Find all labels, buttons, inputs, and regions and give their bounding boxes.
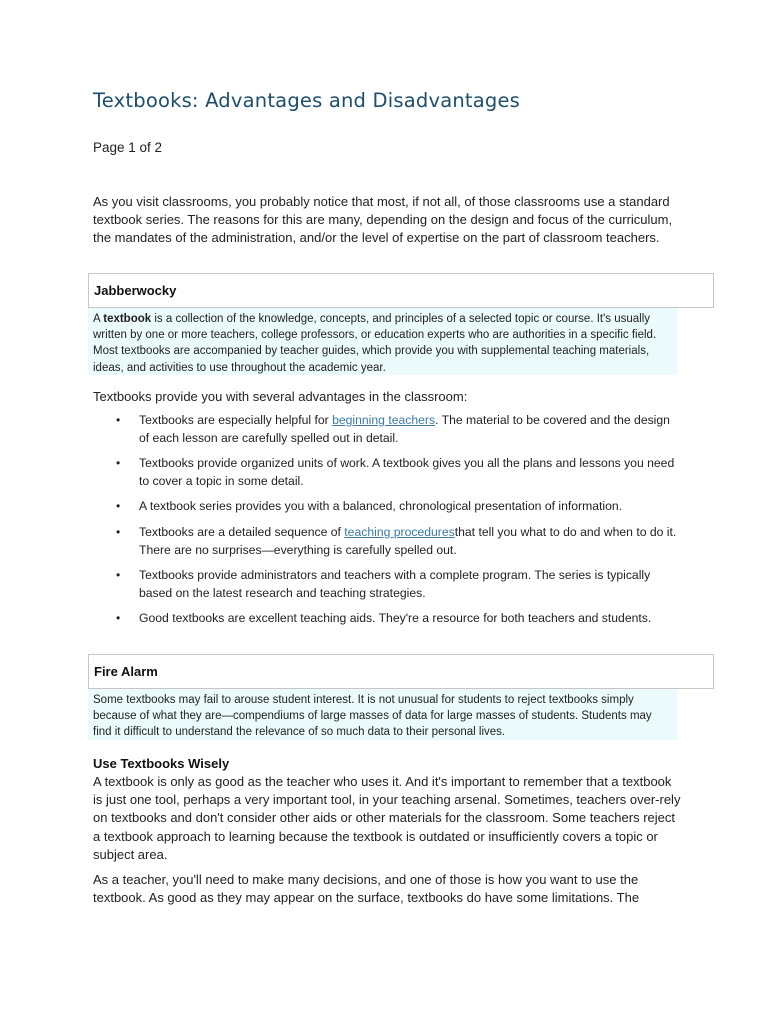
box-body-definition: is a collection of the knowledge, concepts, and principles of a selected topic or course. It's usually written by one or more teachers, college professors, or education experts who are authorities in a specific field. Most textbooks are accompanied by teacher guides, which provide you with supplemental teaching materials, ideas, and activities to use throughout the academic year. <box>93 313 657 374</box>
list-item-text: Good textbooks are excellent teaching aids. They're a resource for both teachers and students. <box>139 611 652 626</box>
list-item <box>93 610 679 628</box>
sidebar-box-header-jabberwocky <box>88 273 714 308</box>
sidebar-box-body-jabberwocky <box>88 308 677 375</box>
list-item <box>93 412 679 447</box>
section-heading: Use Textbooks Wisely <box>93 756 230 771</box>
list-item-text: Textbooks provide organized units of work. A textbook gives you all the plans and lessons you need to cover a topic in some detail. <box>139 456 675 488</box>
section-paragraph-1: A textbook is only as good as the teacher who uses it. And it's important to remember that a textbook is just one tool, perhaps a very important tool, in your teaching arsenal. Sometimes, teachers over-rely on textbooks and don't consider other aids or other materials for the classroom. Some teachers reject a textbook approach to learning because the textbook is outdated or insufficiently covers a topic or subject area. <box>93 774 681 862</box>
bullet-icon: • <box>116 413 121 427</box>
box-header-label: Fire Alarm <box>94 664 158 679</box>
list-item <box>93 524 679 559</box>
list-item <box>93 567 679 602</box>
bullet-icon: • <box>116 611 121 626</box>
link-teaching-procedures[interactable]: teaching procedures <box>344 524 455 539</box>
list-item <box>93 455 679 490</box>
page-indicator: Page 1 of 2 <box>93 140 163 155</box>
page-title: Textbooks: Advantages and Disadvantages <box>93 89 521 112</box>
section-paragraph-2: As a teacher, you'll need to make many decisions, and one of those is how you want to use the textbook. As good as they may appear on the surface, textbooks do have some limitations. The <box>93 872 640 906</box>
list-item-text-after: that tell you what to do and when to do it. There are no surprises—everything is carefully spelled out. <box>139 524 677 557</box>
bullet-icon: • <box>116 568 121 583</box>
bullet-icon: • <box>116 456 121 471</box>
link-beginning-teachers[interactable]: beginning teachers <box>332 413 436 427</box>
list-item-text: A textbook series provides you with a balanced, chronological presentation of information. <box>139 499 623 514</box>
term-textbook: textbook <box>103 313 152 325</box>
box-header-label: Jabberwocky <box>94 283 177 298</box>
bullet-icon: • <box>116 524 121 539</box>
advantages-intro: Textbooks provide you with several advantages in the classroom: <box>93 389 468 404</box>
intro-paragraph: As you visit classrooms, you probably notice that most, if not all, of those classrooms use a standard textbook series. The reasons for this are many, depending on the design and focus of the curriculum, the mandates of the administration, and/or the level of expertise on the part of classroom teachers. <box>93 194 673 246</box>
box-body-lead: A <box>93 313 104 325</box>
list-item-text: Textbooks provide administrators and teachers with a complete program. The series is typically based on the latest research and teaching strategies. <box>139 568 651 600</box>
list-item-text: Textbooks are especially helpful for <box>139 413 333 427</box>
list-item-text-after: . The material to be covered and the design of each lesson are carefully spelled out in detail. <box>139 413 670 445</box>
sidebar-box-body-fire-alarm: Some textbooks may fail to arouse student interest. It is not unusual for students to reject textbooks simply because of what they are—compendiums of large masses of data for large masses of students. Students may find it difficult to understand the relevance of so much data to their personal lives. <box>88 689 677 740</box>
advantages-list <box>93 412 693 628</box>
bullet-icon: • <box>116 499 121 514</box>
list-item <box>93 498 679 516</box>
sidebar-box-header-fire-alarm <box>88 654 714 689</box>
list-item-text: Textbooks are a detailed sequence of <box>139 524 345 539</box>
